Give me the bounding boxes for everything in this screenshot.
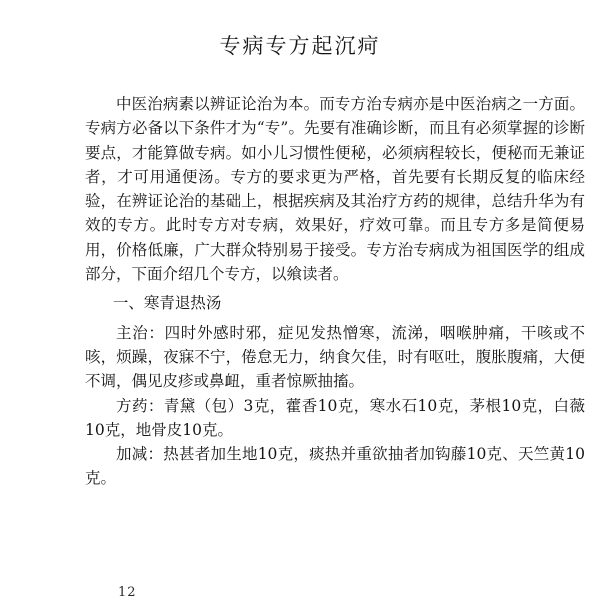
document-body xyxy=(85,92,585,491)
intro-paragraph: 中医治病素以辨证论治为本。而专方治专病亦是中医治病之一方面。专病方必备以下条件才为“专”。先要有准确诊断，而且有必须掌握的诊断要点，才能算做专病。如小儿习惯性便秘，必须病程较长，便秘而无兼证者，才可用通便汤。专方的要求更为严格，首先要有长期反复的临床经验，在辨证论治的基础上，根据疾病及其治疗方药的规律，总结升华为有效的专方。此时专方对专病，效果好，疗效可靠。而且专方多是简便易用，价格低廉，广大群众特别易于接受。专方治专病成为祖国医学的组成部分，下面介绍几个专方，以飨读者。 xyxy=(85,95,585,284)
section-heading: 一、寒青退热汤 xyxy=(112,294,222,313)
page-number: 12 xyxy=(118,585,137,600)
page-title: 专病专方起沉疴 xyxy=(219,34,381,58)
indications-paragraph: 主治：四时外感时邪，症见发热憎寒，流涕，咽喉肿痛，干咳或不咳，烦躁，夜寐不宁，倦怠无力，纳食欠佳，时有呕吐，腹胀腹痛，大便不调，偶见皮疹或鼻衄，重者惊厥抽搐。 xyxy=(85,323,585,391)
modification-paragraph: 加减：热甚者加生地10克，痰热并重欲抽者加钩藤10克、天竺黄10克。 xyxy=(85,445,585,488)
prescription-paragraph: 方药：青黛（包）3克，藿香10克，寒水石10克，茅根10克，白薇10克，地骨皮10克。 xyxy=(85,396,585,439)
